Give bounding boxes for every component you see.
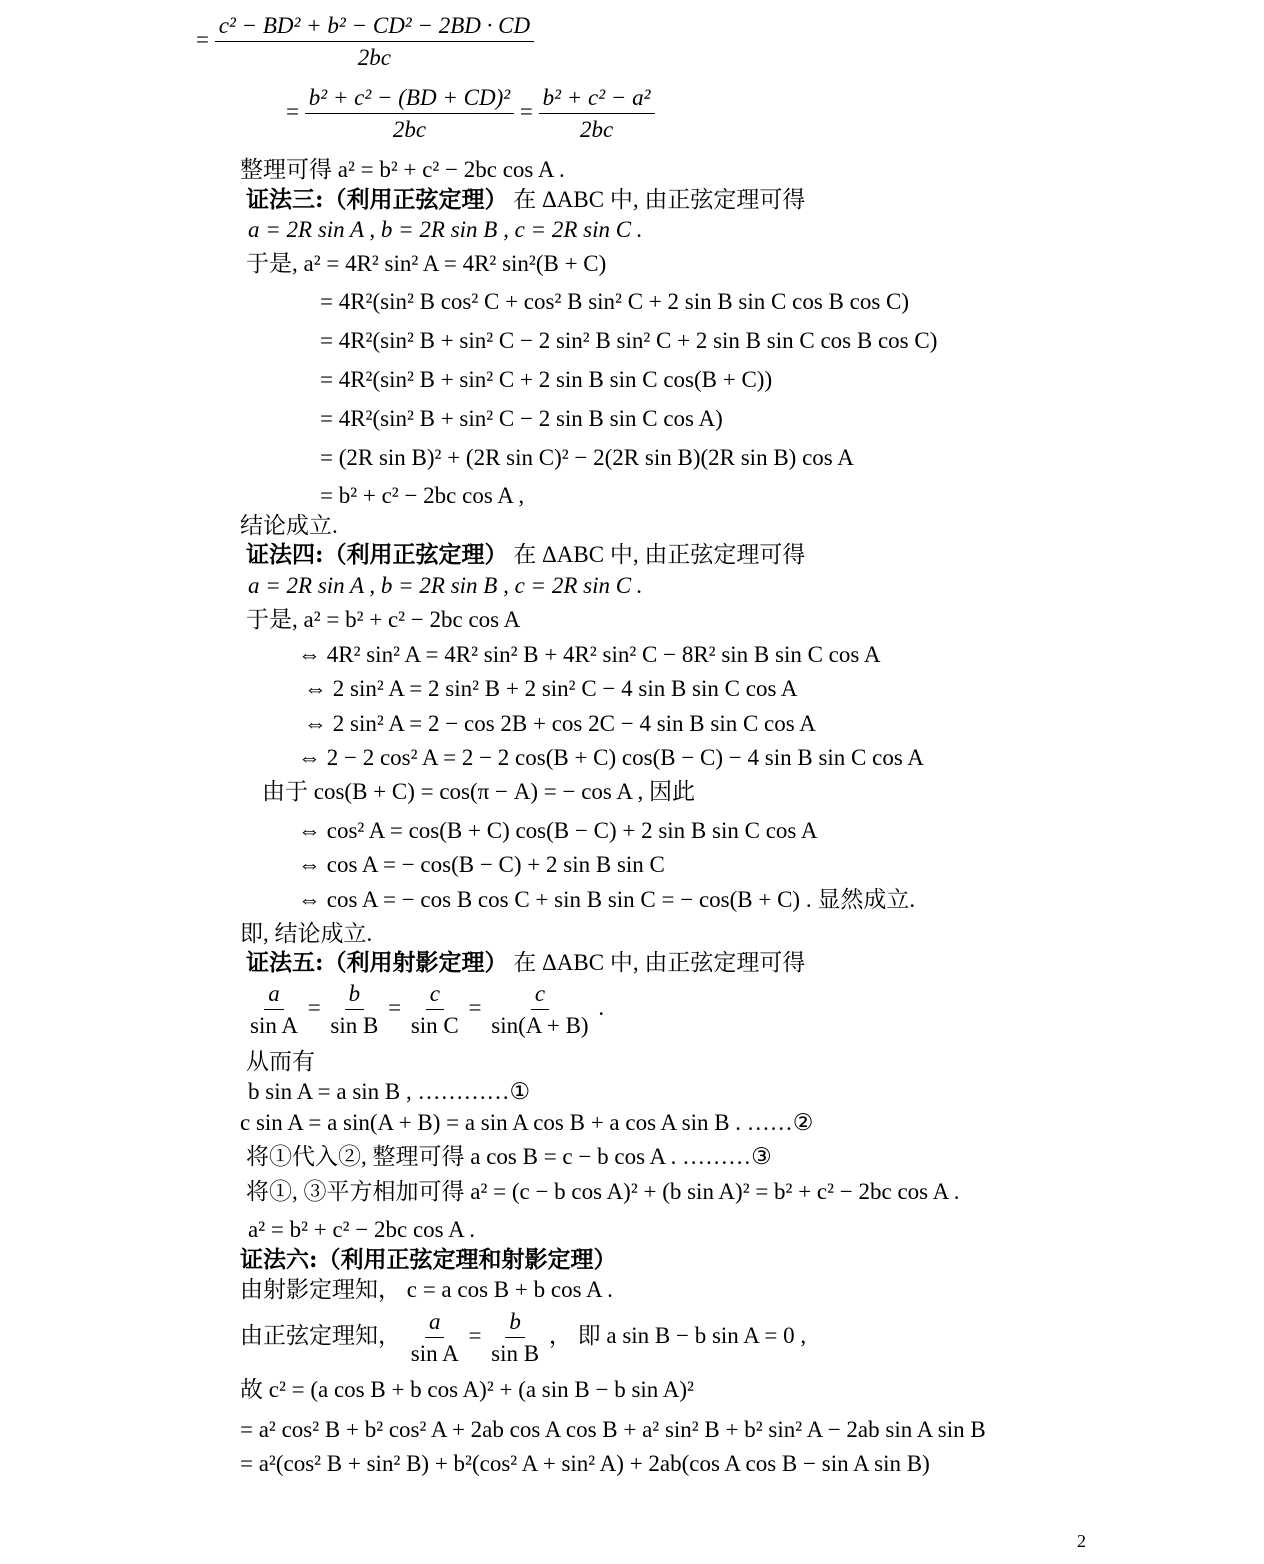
fraction — [215, 14, 534, 69]
proof-heading-3 — [246, 188, 805, 211]
heading-label: 证法四:（利用正弦定理） — [246, 541, 508, 568]
text-line: 将①, ③平方相加可得 a² = (c − b cos A)² + (b sin A)² = b² + c² − 2bc cos A . — [246, 1179, 960, 1204]
text-line: 将①代入②, 整理可得 a cos B = c − b cos A . ………③ — [246, 1144, 772, 1169]
denominator: sin C — [410, 1013, 459, 1038]
eq-line: = (2R sin B)² + (2R sin C)² − 2(2R sin B)(2R sin B) cos A — [320, 445, 854, 470]
heading-text: 在 ΔABC 中, 由正弦定理可得 — [513, 187, 806, 212]
eq-sign: = — [286, 98, 299, 124]
text-line: a = 2R sin A , b = 2R sin B , c = 2R sin C . — [248, 217, 643, 242]
eq-line: = a²(cos² B + sin² B) + b²(cos² A + sin² A) + 2ab(cos A cos B − sin A sin B) — [240, 1451, 930, 1476]
eq-frac-line-2 — [286, 86, 655, 141]
numerator: c² − BD² + b² − CD² − 2BD · CD — [215, 14, 534, 42]
eq-sign: = — [388, 994, 402, 1020]
text-suffix: ， 即 a sin B − b sin A = 0 , — [548, 1322, 807, 1348]
eq-line: ⇔ cos A = − cos B cos C + sin B sin C = − cos(B + C) . 显然成立. — [298, 887, 916, 912]
fraction — [539, 86, 655, 141]
proof-heading-6: 证法六:（利用正弦定理和射影定理） — [240, 1246, 617, 1273]
text-line: 故 c² = (a cos B + b cos A)² + (a sin B − b sin A)² — [240, 1377, 694, 1402]
text-line: a² = b² + c² − 2bc cos A . — [248, 1217, 475, 1242]
numerator: a — [425, 1310, 445, 1338]
numerator: b — [505, 1310, 525, 1338]
eq-line: = 4R²(sin² B cos² C + cos² B sin² C + 2 sin B sin C cos B cos C) — [320, 289, 910, 314]
denominator: sin B — [330, 1013, 379, 1038]
text-line: 从而有 — [246, 1049, 315, 1074]
eq-sine-law-line — [240, 1310, 806, 1365]
numerator: b² + c² − a² — [539, 86, 655, 114]
eq-line: ⇔ 2 sin² A = 2 − cos 2B + cos 2C − 4 sin B sin C cos A — [304, 711, 816, 736]
fraction — [487, 1310, 543, 1365]
text-line: 于是, a² = 4R² sin² A = 4R² sin²(B + C) — [246, 251, 607, 276]
heading-label: 证法五:（利用射影定理） — [246, 949, 508, 976]
numerator: a — [264, 982, 284, 1010]
denominator: sin B — [491, 1341, 540, 1366]
fraction — [407, 982, 463, 1037]
eq-ratio-line — [246, 982, 604, 1037]
numerator: c — [426, 982, 444, 1010]
denominator: 2bc — [579, 117, 614, 142]
page-number: 2 — [1077, 1531, 1086, 1551]
fraction — [487, 982, 592, 1037]
eq-sign: = — [468, 994, 482, 1020]
text-line: 由于 cos(B + C) = cos(π − A) = − cos A , 因此 — [262, 779, 695, 804]
eq-sign: = — [307, 994, 321, 1020]
eq-line: ⇔ cos² A = cos(B + C) cos(B − C) + 2 sin B sin C cos A — [298, 818, 818, 843]
denominator: sin A — [250, 1013, 298, 1038]
text-line: c sin A = a sin(A + B) = a sin A cos B + a cos A sin B . ……② — [240, 1110, 814, 1135]
proof-heading-4 — [246, 543, 805, 566]
eq-line: ⇔ 2 sin² A = 2 sin² B + 2 sin² C − 4 sin B sin C cos A — [304, 676, 798, 701]
eq-line: = 4R²(sin² B + sin² C + 2 sin B sin C cos(B + C)) — [320, 367, 773, 392]
eq-line: ⇔ 4R² sin² A = 4R² sin² B + 4R² sin² C − 8R² sin B sin C cos A — [298, 642, 881, 667]
denominator: sin A — [410, 1341, 459, 1366]
fraction — [246, 982, 302, 1037]
period: . — [598, 994, 605, 1020]
text-line: b sin A = a sin B , …………① — [248, 1079, 531, 1104]
fraction — [305, 86, 514, 141]
numerator: b² + c² − (BD + CD)² — [305, 86, 514, 114]
heading-text: 在 ΔABC 中, 由正弦定理可得 — [513, 950, 806, 975]
text-line: a = 2R sin A , b = 2R sin B , c = 2R sin C . — [248, 573, 643, 598]
fraction — [407, 1310, 463, 1365]
heading-label: 证法三:（利用正弦定理） — [246, 186, 508, 213]
heading-text: 在 ΔABC 中, 由正弦定理可得 — [513, 542, 806, 567]
denominator: 2bc — [392, 117, 427, 142]
proof-heading-5 — [246, 951, 805, 974]
eq-line: = 4R²(sin² B + sin² C − 2 sin² B sin² C + 2 sin B sin C cos B cos C) — [320, 328, 938, 353]
eq-line: ⇔ 2 − 2 cos² A = 2 − 2 cos(B + C) cos(B − C) − 4 sin B sin C cos A — [298, 745, 924, 770]
text-line: 于是, a² = b² + c² − 2bc cos A — [246, 607, 521, 632]
text-line: 结论成立. — [240, 513, 338, 538]
text-prefix: 由正弦定理知， — [240, 1322, 401, 1348]
text-line: 由射影定理知， c = a cos B + b cos A . — [240, 1277, 613, 1302]
eq-line: ⇔ cos A = − cos(B − C) + 2 sin B sin C — [298, 852, 665, 877]
numerator: c — [531, 982, 549, 1010]
eq-sign: = — [468, 1322, 482, 1348]
text-line: 即, 结论成立. — [240, 921, 373, 946]
eq-line: = b² + c² − 2bc cos A , — [320, 483, 525, 508]
eq-line: = a² cos² B + b² cos² A + 2ab cos A cos B + a² sin² B + b² sin² A − 2ab sin A sin B — [240, 1417, 986, 1442]
text-line: 整理可得 a² = b² + c² − 2bc cos A . — [240, 157, 565, 182]
fraction — [326, 982, 382, 1037]
denominator: sin(A + B) — [491, 1013, 589, 1038]
numerator: b — [345, 982, 365, 1010]
denominator: 2bc — [357, 45, 392, 70]
eq-frac-line-1 — [196, 14, 534, 69]
eq-sign: = — [196, 26, 215, 52]
eq-line: = 4R²(sin² B + sin² C − 2 sin B sin C cos A) — [320, 406, 723, 431]
eq-sign: = — [519, 98, 533, 124]
